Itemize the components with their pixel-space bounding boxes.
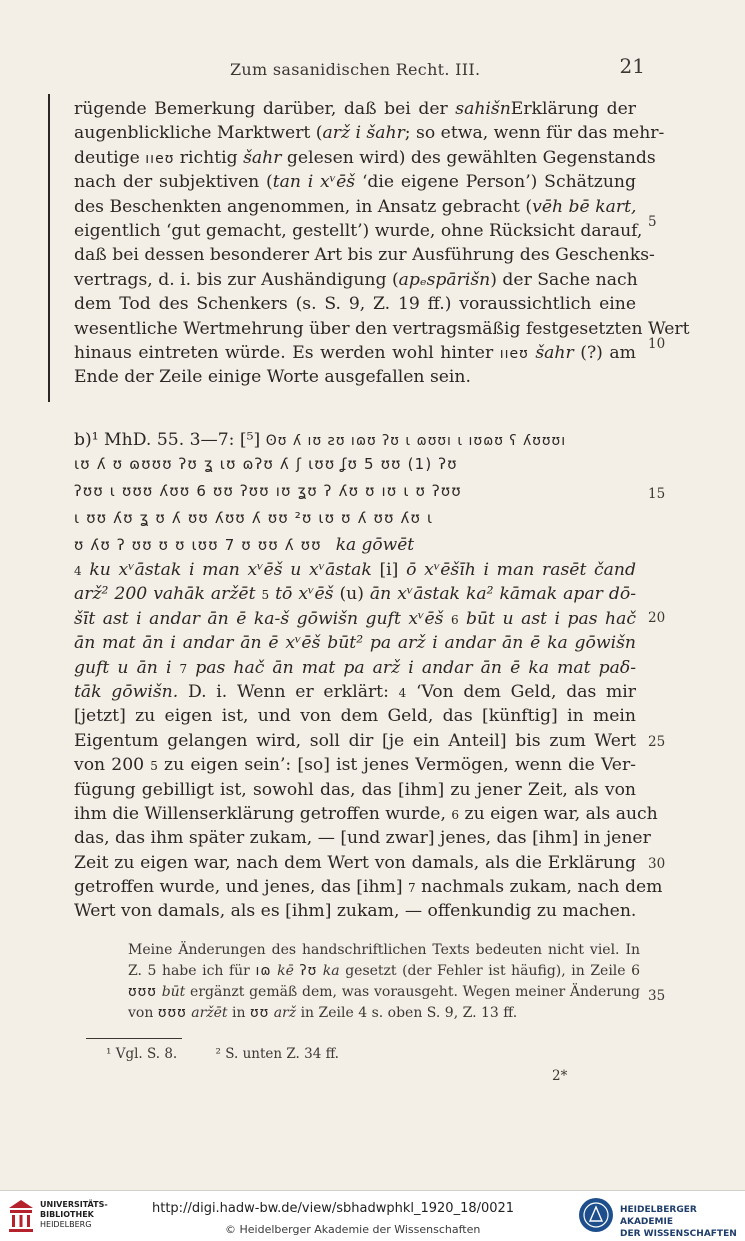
italic-run: aržēt bbox=[191, 1005, 228, 1021]
italic-run: guft u ān i bbox=[74, 657, 180, 678]
inline-line-number: 5 bbox=[261, 588, 270, 603]
text-run: das, das ihm später zukam, — [und zwar] jenes, das [ihm] in jener bbox=[74, 828, 651, 849]
footnote-1: ¹ Vgl. S. 8. bbox=[106, 1046, 178, 1062]
line-number: 10 bbox=[648, 336, 666, 352]
text-line bbox=[74, 121, 665, 145]
italic-run: tan i xᵛēš bbox=[272, 172, 356, 193]
text-line bbox=[74, 582, 636, 606]
viewer-footer bbox=[0, 1190, 745, 1241]
text-line bbox=[74, 826, 651, 850]
section-b-first-line bbox=[74, 428, 636, 452]
text-line bbox=[74, 341, 636, 365]
text-run: ; so etwa, wenn für das mehr- bbox=[404, 123, 665, 144]
text-line bbox=[74, 365, 636, 389]
text-run: zu eigen war, als auch bbox=[459, 803, 658, 824]
text-run: Eigentum gelangen wird, soll dir [je ein Anteil] bis zum Wert bbox=[74, 730, 636, 751]
text-line bbox=[74, 243, 655, 267]
text-line bbox=[74, 195, 636, 219]
text-run: eigentlich ‘gut gemacht, gestellt’) wurde, ohne Rücksicht darauf, bbox=[74, 220, 643, 241]
pahlavi-word: ııeʊ bbox=[499, 345, 529, 362]
line-number: 15 bbox=[648, 486, 666, 502]
pahlavi-line: ɩʊ ʎ ʊ ɷʊʊʊ ʔʊ ʓ ɩʊ ɷʔʊ ʎ ʃ ɩʊʊ ʆʊ 5 ʊʊ (1) ʔʊ bbox=[74, 455, 458, 474]
text-line bbox=[74, 146, 656, 170]
italic-run: būt u ast i pas hač bbox=[458, 608, 636, 629]
text-run: Wert von damals, als es [ihm] zukam, — offenkundig zu machen. bbox=[74, 901, 637, 922]
text-run: [i] bbox=[379, 560, 399, 580]
permalink-url[interactable]: http://digi.hadw-bw.de/view/sbhadwphkl_1920_18/0021 bbox=[152, 1201, 515, 1216]
text-run: des Beschenkten angenommen, in Ansatz gebracht ( bbox=[74, 196, 533, 217]
margin-bar bbox=[48, 94, 50, 402]
inline-line-number: 6 bbox=[451, 807, 460, 822]
inline-line-number: 7 bbox=[408, 881, 416, 896]
text-run: in bbox=[227, 1005, 250, 1021]
italic-run: šahr bbox=[243, 147, 282, 168]
text-line bbox=[74, 219, 643, 243]
text-line bbox=[74, 292, 636, 316]
text-line bbox=[74, 704, 636, 728]
text-line bbox=[74, 851, 636, 875]
text-run: ergänzt gemäß dem, was vorausgeht. Wegen meiner Änderung von bbox=[128, 984, 640, 1021]
text-run: getroffen wurde, und jenes, das [ihm] bbox=[74, 877, 409, 898]
pahlavi-word: ʊʊʊ bbox=[157, 1005, 187, 1021]
inline-line-number: 4 bbox=[74, 564, 82, 578]
italic-run: apₑspārišn bbox=[398, 269, 491, 290]
italic-run: šahr bbox=[535, 342, 574, 363]
text-line bbox=[74, 631, 636, 655]
text-run: Erklärung der bbox=[510, 99, 636, 119]
text-run: gesetzt (der Fehler ist häufig), in Zeile 6 bbox=[339, 963, 641, 979]
line-number: 35 bbox=[648, 988, 666, 1004]
text-run: nachmals zukam, nach dem bbox=[415, 877, 663, 898]
line-number: 25 bbox=[648, 734, 666, 750]
text-run: ‘die eigene Person’) Schätzung bbox=[355, 172, 636, 193]
pahlavi-word: ııeʊ bbox=[145, 150, 175, 167]
signature-mark: 2* bbox=[552, 1068, 568, 1084]
line-number: 20 bbox=[648, 610, 666, 626]
text-line bbox=[74, 875, 663, 899]
text-line bbox=[74, 170, 636, 194]
university-library-logo-text: UNIVERSITÄTS- BIBLIOTHEK HEIDELBERG bbox=[40, 1200, 108, 1229]
pahlavi-word: ʊʊ bbox=[249, 1005, 270, 1021]
text-run: wesentliche Wertmehrung über den vertragsmäßig festgesetzten Wert bbox=[74, 318, 690, 339]
section-b bbox=[74, 428, 636, 560]
italic-run: tō xᵛēš bbox=[269, 584, 340, 605]
italic-run: sahišn bbox=[455, 99, 511, 119]
academy-seal-icon bbox=[578, 1197, 614, 1233]
text-line bbox=[74, 558, 636, 582]
text-run: Ende der Zeile einige Worte ausgefallen sein. bbox=[74, 367, 471, 388]
text-line bbox=[74, 680, 636, 704]
footnote-rule bbox=[86, 1038, 182, 1039]
copyright-notice: © Heidelberger Akademie der Wissenschaften bbox=[225, 1223, 481, 1236]
text-run: (?) am bbox=[573, 342, 636, 363]
pahlavi-word: ʔʊ bbox=[299, 963, 318, 979]
pahlavi-word: ʊʊʊ bbox=[128, 984, 157, 1000]
text-run: (u) bbox=[339, 584, 364, 605]
inline-line-number: 5 bbox=[150, 759, 158, 774]
italic-run: tāk gōwišn. bbox=[74, 681, 179, 702]
italic-run: arž i šahr bbox=[322, 123, 405, 144]
text-run: Meine Änderungen des handschriftlichen Texts bedeuten nicht viel. In Z. 5 habe ich für bbox=[128, 942, 640, 979]
text-line bbox=[74, 97, 636, 121]
running-title: Zum sasanidischen Recht. III. bbox=[230, 60, 481, 79]
pahlavi-line: ʔʊʊ ɩ ʊʊʊ ʎʊʊ 6 ʊʊ ʔʊʊ ıʊ ʓʊ ʔ ʎʊ ʊ ıʊ ɩ ʊ ʔʊʊ bbox=[74, 482, 462, 501]
text-run: gelesen wird) des gewählten Gegenstands bbox=[281, 147, 656, 168]
italic-run: šīt ast i andar ān ē ka-š gōwišn guft xᵛēš bbox=[74, 608, 451, 629]
footnote-2: ² S. unten Z. 34 ff. bbox=[215, 1046, 339, 1062]
text-run: augenblickliche Marktwert ( bbox=[74, 123, 323, 144]
editorial-notes bbox=[128, 940, 640, 1024]
pahlavi-line: ɩ ʊʊ ʎʊ ʓ ʊ ʎ ʊʊ ʎʊʊ ʎ ʊʊ ²ʊ ɩʊ ʊ ʎ ʊʊ ʎʊ ɩ bbox=[74, 509, 434, 528]
transliteration-ending: ka gōwēt bbox=[335, 535, 415, 556]
text-run: fügung gebilligt ist, sowohl das, das [ihm] zu jener Zeit, als von bbox=[74, 779, 636, 800]
pahlavi-line: ʊ ʎʊ ʔ ʊʊ ʊ ʊ ɩʊʊ 7 ʊ ʊʊ ʎ ʊʊ ka gōwēt bbox=[74, 535, 415, 556]
text-line bbox=[74, 778, 636, 802]
italic-run: ō xᵛēšīh i man rasēt čand bbox=[398, 560, 636, 580]
text-run: D. i. Wenn er erklärt: bbox=[178, 681, 399, 702]
text-line bbox=[74, 899, 636, 923]
text-run: dem Tod des Schenkers (s. S. 9, Z. 19 ff.) voraussichtlich eine bbox=[74, 294, 636, 315]
page-number: 21 bbox=[619, 54, 645, 78]
text-run: von 200 bbox=[74, 755, 151, 776]
italic-run: arž bbox=[273, 1005, 297, 1021]
text-run: nach der subjektiven ( bbox=[74, 172, 273, 193]
text-run: richtig bbox=[174, 147, 244, 168]
inline-line-number: 7 bbox=[179, 661, 188, 676]
text-run: Zeit zu eigen war, nach dem Wert von damals, als die Erklärung bbox=[74, 852, 636, 873]
section-b-label: b)¹ MhD. 55. 3—7: [⁵] bbox=[74, 430, 261, 450]
text-line bbox=[74, 607, 636, 631]
pahlavi-word: ıɷ bbox=[255, 963, 272, 979]
university-library-logo[interactable] bbox=[8, 1197, 138, 1237]
academy-logo-text: HEIDELBERGER AKADEMIE DER WISSENSCHAFTEN bbox=[620, 1205, 737, 1239]
library-building-icon bbox=[8, 1199, 34, 1233]
text-run: zu eigen sein’: [so] ist jenes Vermögen, wenn die Ver- bbox=[157, 755, 636, 776]
text-line bbox=[74, 656, 636, 680]
italic-run: ka bbox=[322, 963, 340, 979]
text-run: [jetzt] zu eigen ist, und von dem Geld, das [künftig] in mein bbox=[74, 706, 636, 727]
text-run: daß bei dessen besonderer Art bis zur Ausführung des Geschenks- bbox=[74, 245, 655, 266]
italic-run: ān xᵛāstak ka² kāmak apar dō- bbox=[363, 584, 636, 605]
pahlavi-line: ʘʊ ʎ ıʊ ƨʊ ıɷʊ ʔʊ ɩ ɷʊʊı ɩ ıʊɷʊ ʕ ʎʊʊʊı bbox=[265, 433, 567, 449]
academy-logo[interactable] bbox=[578, 1195, 743, 1237]
text-line bbox=[74, 729, 636, 753]
inline-line-number: 6 bbox=[450, 612, 459, 627]
text-line bbox=[74, 753, 636, 777]
italic-run: kē bbox=[277, 963, 294, 979]
text-line bbox=[74, 317, 690, 341]
text-run: ihm die Willenserklärung getroffen wurde, bbox=[74, 803, 452, 824]
text-run: hinaus eintreten würde. Es werden wohl hinter bbox=[74, 342, 500, 363]
text-run: ) der Sache nach bbox=[490, 269, 638, 290]
italic-run: arž² 200 vahāk aržēt bbox=[74, 584, 262, 605]
line-number: 30 bbox=[648, 856, 666, 872]
footnotes bbox=[106, 1046, 373, 1062]
italic-run: ān mat ān i andar ān ē xᵛēš būt² pa arž i andar ān ē ka gōwišn bbox=[74, 633, 636, 654]
text-run: vertrags, d. i. bis zur Aushändigung ( bbox=[74, 269, 399, 290]
italic-run: būt bbox=[161, 984, 186, 1000]
text-run: ‘Von dem Geld, das mir bbox=[406, 681, 636, 702]
inline-line-number: 4 bbox=[398, 685, 407, 700]
text-run: in Zeile 4 s. oben S. 9, Z. 13 ff. bbox=[296, 1005, 518, 1021]
italic-run: ku xᵛāstak i man xᵛēš u xᵛāstak bbox=[81, 560, 380, 580]
text-line bbox=[74, 268, 636, 292]
text-line bbox=[74, 802, 658, 826]
text-run: deutige bbox=[74, 147, 146, 168]
italic-run: pas hač ān mat pa arž i andar ān ē ka mat paδ- bbox=[187, 657, 636, 678]
italic-run: vēh bē kart, bbox=[532, 196, 637, 217]
line-number: 5 bbox=[648, 214, 657, 230]
text-run: rügende Bemerkung darüber, daß bei der bbox=[74, 99, 456, 119]
